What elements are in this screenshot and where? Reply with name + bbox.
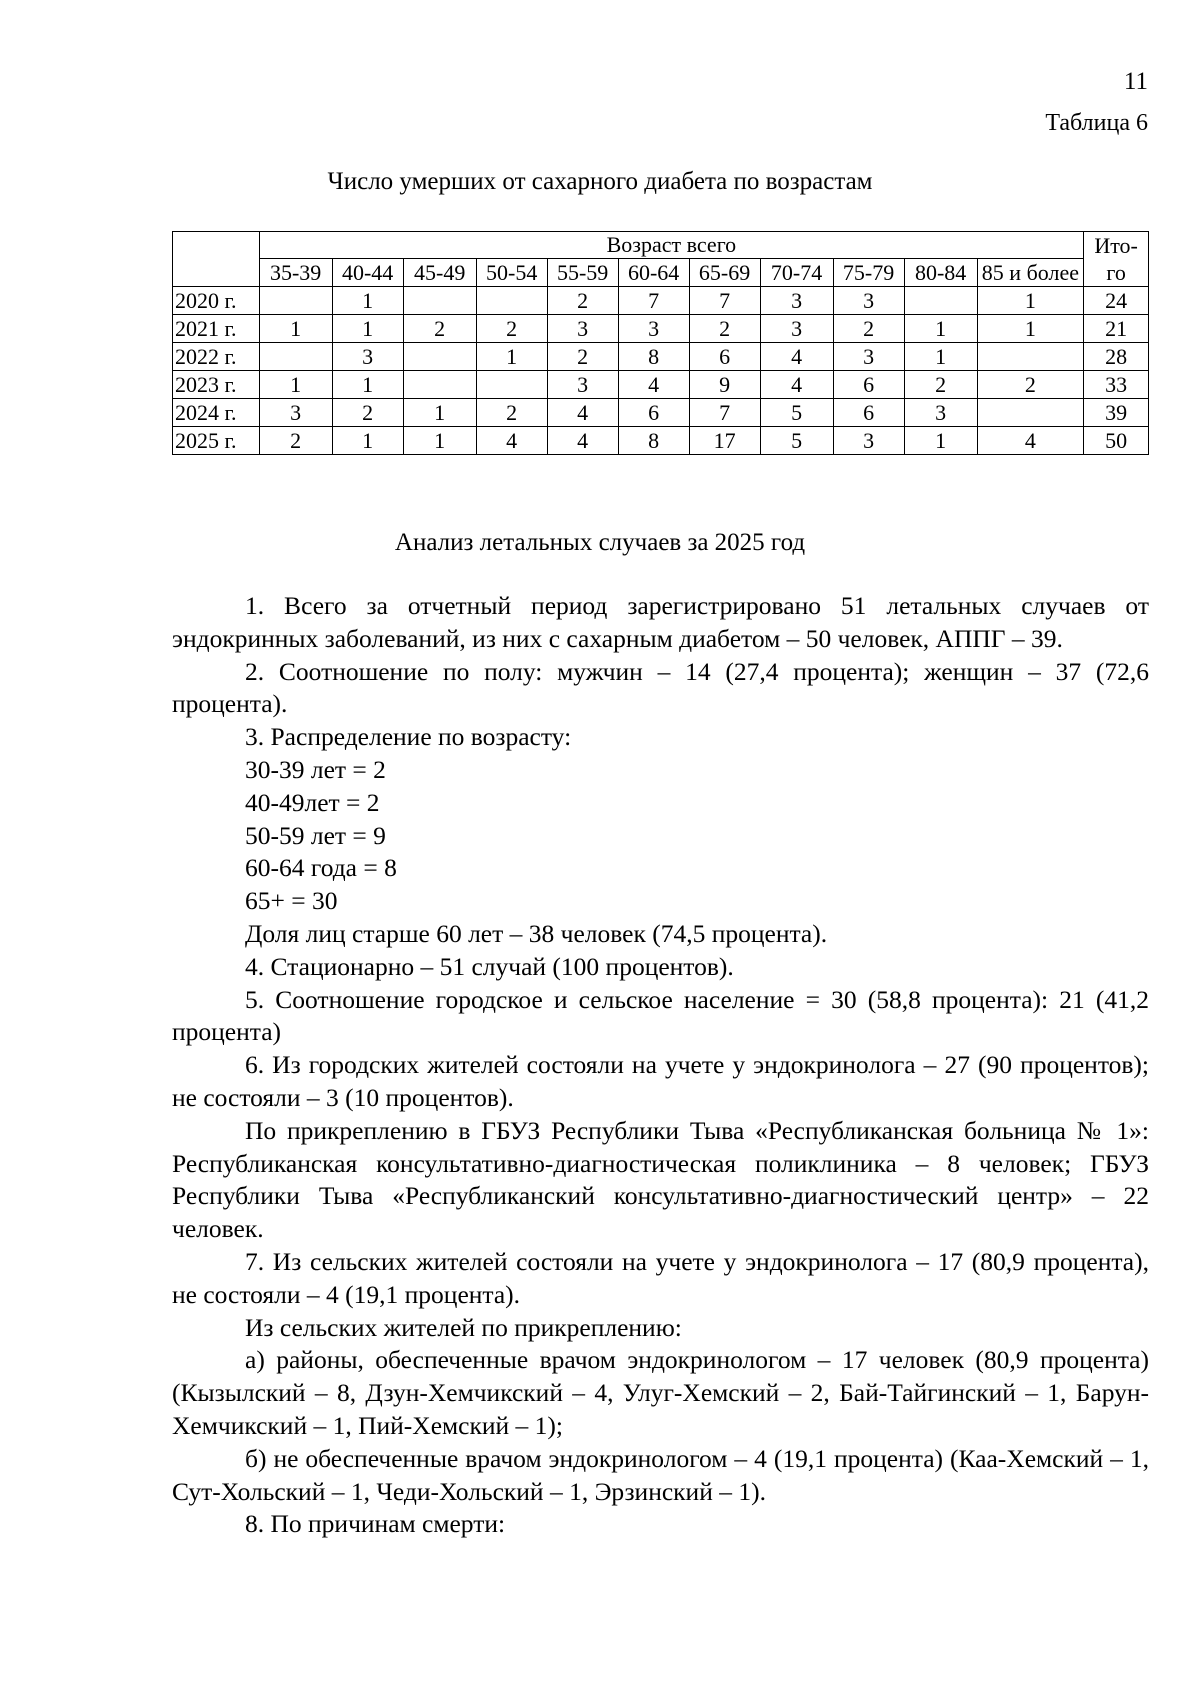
value-cell: 3: [618, 315, 689, 343]
total-cell: 21: [1084, 315, 1149, 343]
value-cell: 4: [476, 427, 547, 455]
value-cell: 1: [403, 399, 476, 427]
value-cell: [977, 399, 1084, 427]
value-cell: 2: [904, 371, 977, 399]
value-cell: 3: [904, 399, 977, 427]
paragraph: 65+ = 30: [245, 886, 338, 916]
age-column-header: 35-39: [259, 259, 332, 287]
age-column-header: 55-59: [547, 259, 618, 287]
table-row: [173, 427, 1149, 455]
age-column-header: 60-64: [618, 259, 689, 287]
age-group-header: Возраст всего: [259, 232, 1084, 259]
value-cell: 5: [760, 399, 833, 427]
year-cell: 2025 г.: [173, 427, 260, 455]
paragraph: По прикреплению в ГБУЗ Республики Тыва «Республиканская больница № 1»: Республиканская консультативно-диагностическая поликлиника – 8 человек; ГБУЗ Республики Тыва «Республиканский консультативно-диагностический центр» – 22 человек.: [172, 1115, 1149, 1244]
value-cell: [403, 287, 476, 315]
value-cell: [403, 371, 476, 399]
year-cell: 2020 г.: [173, 287, 260, 315]
value-cell: 6: [833, 399, 904, 427]
value-cell: 4: [760, 343, 833, 371]
value-cell: 6: [689, 343, 760, 371]
table-row: [173, 371, 1149, 399]
value-cell: 2: [547, 343, 618, 371]
value-cell: [476, 287, 547, 315]
paragraph: 6. Из городских жителей состояли на учете у эндокринолога – 27 (90 процентов); не состояли – 3 (10 процентов).: [172, 1050, 1149, 1112]
paragraph: б) не обеспеченные врачом эндокринологом – 4 (19,1 процента) (Каа-Хемский – 1, Сут-Хольский – 1, Чеди-Хольский – 1, Эрзинский – 1).: [172, 1443, 1149, 1506]
body-text: [172, 590, 1149, 1541]
value-cell: 1: [403, 427, 476, 455]
value-cell: 2: [476, 315, 547, 343]
value-cell: 4: [547, 427, 618, 455]
value-cell: 2: [476, 399, 547, 427]
value-cell: 7: [689, 399, 760, 427]
total-cell: 24: [1084, 287, 1149, 315]
value-cell: [259, 343, 332, 371]
value-cell: [904, 287, 977, 315]
value-cell: 7: [689, 287, 760, 315]
age-column-header: 45-49: [403, 259, 476, 287]
value-cell: 1: [904, 343, 977, 371]
age-column-header: 75-79: [833, 259, 904, 287]
paragraph: Доля лиц старше 60 лет – 38 человек (74,5 процента).: [245, 918, 828, 948]
value-cell: 9: [689, 371, 760, 399]
value-cell: 4: [977, 427, 1084, 455]
value-cell: 1: [332, 427, 403, 455]
value-cell: 3: [547, 315, 618, 343]
value-cell: 1: [332, 315, 403, 343]
value-cell: 6: [833, 371, 904, 399]
value-cell: 2: [403, 315, 476, 343]
paragraph: 1. Всего за отчетный период зарегистрировано 51 летальных случаев от эндокринных заболеваний, из них с сахарным диабетом – 50 человек, АППГ – 39.: [172, 591, 1149, 653]
value-cell: 17: [689, 427, 760, 455]
table-row: [173, 287, 1149, 315]
value-cell: 5: [760, 427, 833, 455]
paragraph: 3. Распределение по возрасту:: [245, 722, 572, 752]
value-cell: 3: [547, 371, 618, 399]
total-cell: 28: [1084, 343, 1149, 371]
value-cell: 2: [977, 371, 1084, 399]
paragraph: 60-64 года = 8: [245, 853, 397, 883]
value-cell: 1: [259, 315, 332, 343]
value-cell: 2: [833, 315, 904, 343]
page-number: 11: [1123, 68, 1148, 95]
value-cell: 3: [833, 427, 904, 455]
value-cell: 8: [618, 427, 689, 455]
paragraph: 50-59 лет = 9: [245, 820, 386, 850]
age-column-header: 80-84: [904, 259, 977, 287]
value-cell: 2: [547, 287, 618, 315]
value-cell: 6: [618, 399, 689, 427]
age-column-header: 65-69: [689, 259, 760, 287]
paragraph: Из сельских жителей по прикреплению:: [245, 1312, 682, 1342]
age-column-header: 40-44: [332, 259, 403, 287]
value-cell: 1: [904, 315, 977, 343]
value-cell: 8: [618, 343, 689, 371]
paragraph: 30-39 лет = 2: [245, 754, 386, 784]
value-cell: 1: [904, 427, 977, 455]
value-cell: [403, 343, 476, 371]
value-cell: 3: [760, 315, 833, 343]
value-cell: [977, 343, 1084, 371]
value-cell: 2: [259, 427, 332, 455]
age-column-header: 50-54: [476, 259, 547, 287]
paragraph: 4. Стационарно – 51 случай (100 процентов).: [245, 951, 734, 981]
table-label: Таблица 6: [1045, 110, 1148, 136]
value-cell: 1: [259, 371, 332, 399]
value-cell: 3: [259, 399, 332, 427]
value-cell: 1: [332, 371, 403, 399]
total-cell: 33: [1084, 371, 1149, 399]
paragraph: 40-49лет = 2: [245, 787, 380, 817]
value-cell: 1: [332, 287, 403, 315]
paragraph: а) районы, обеспеченные врачом эндокринологом – 17 человек (80,9 процента) (Кызылский – 8, Дзун-Хемчикский – 4, Улуг-Хемский – 2, Бай-Тайгинский – 1, Барун-Хемчикский – 1, Пий-Хемский – 1);: [172, 1345, 1149, 1440]
table-title: Число умерших от сахарного диабета по возрастам: [327, 168, 873, 195]
year-cell: 2021 г.: [173, 315, 260, 343]
age-column-header: 85 и более: [977, 259, 1084, 287]
deaths-by-age-table: [172, 231, 1149, 455]
total-cell: 50: [1084, 427, 1149, 455]
value-cell: 3: [833, 343, 904, 371]
value-cell: 2: [689, 315, 760, 343]
value-cell: 3: [760, 287, 833, 315]
value-cell: 4: [547, 399, 618, 427]
year-cell: 2024 г.: [173, 399, 260, 427]
total-cell: 39: [1084, 399, 1149, 427]
paragraph: 8. По причинам смерти:: [245, 1509, 506, 1539]
value-cell: 1: [977, 315, 1084, 343]
year-cell: 2022 г.: [173, 343, 260, 371]
value-cell: [259, 287, 332, 315]
paragraph: 5. Соотношение городское и сельское население = 30 (58,8 процента): 21 (41,2 процента): [172, 984, 1149, 1047]
value-cell: 3: [332, 343, 403, 371]
table-body: [173, 287, 1149, 455]
value-cell: [476, 371, 547, 399]
paragraph: 2. Соотношение по полу: мужчин – 14 (27,4 процента); женщин – 37 (72,6 процента).: [172, 656, 1149, 719]
value-cell: 4: [760, 371, 833, 399]
value-cell: 1: [977, 287, 1084, 315]
value-cell: 2: [332, 399, 403, 427]
table-row: [173, 315, 1149, 343]
year-header-cell: [173, 232, 260, 287]
total-header: [1084, 232, 1149, 287]
value-cell: 7: [618, 287, 689, 315]
value-cell: 3: [833, 287, 904, 315]
year-cell: 2023 г.: [173, 371, 260, 399]
value-cell: 1: [476, 343, 547, 371]
value-cell: 4: [618, 371, 689, 399]
paragraph: 7. Из сельских жителей состояли на учете у эндокринолога – 17 (80,9 процента), не состояли – 4 (19,1 процента).: [172, 1246, 1149, 1309]
age-column-header: 70-74: [760, 259, 833, 287]
table-row: [173, 399, 1149, 427]
age-columns-row: [173, 259, 1149, 287]
total-header-label: Ито-го: [1094, 233, 1138, 285]
table-row: [173, 343, 1149, 371]
section-title: Анализ летальных случаев за 2025 год: [394, 529, 806, 556]
